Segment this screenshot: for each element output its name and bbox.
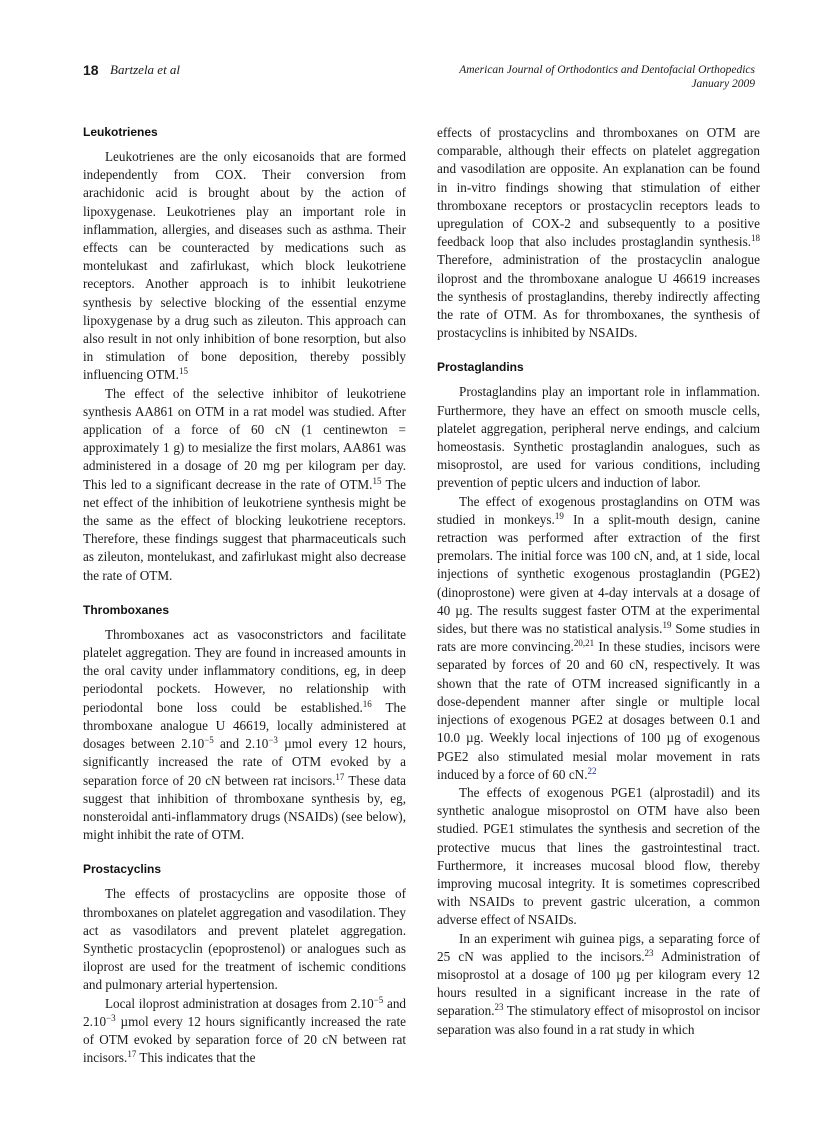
reference-citation[interactable]: 15 <box>178 366 188 377</box>
reference-citation[interactable]: 16 <box>362 698 372 709</box>
section-heading-prostacyclins: Prostacyclins <box>83 862 162 877</box>
paragraph: In an experiment wih guinea pigs, a separating force of 25 cN was applied to the incisors.$^{23}$ Administration of misoprostol at a dosage of 100 µg per kilogram every 12 hours resulted in a significant increase in the rate of separation.$^{23}$ The stimulatory effect of misoprostol on incisor separation was also found in a rat study in which <box>437 930 760 1037</box>
paragraph: The effects of exogenous PGE1 (alprostadil) and its synthetic analogue misoprostol on OTM have also been studied. PGE1 stimulates the synthesis and secretion of the protective mucus that lines the gastrointestinal tract. Furthermore, it increases mucosal blood flow, thereby improving mucosal integrity. It is sometimes coprescribed with NSAIDs to prevent gastric ulceration, a common adverse effect of NSAIDs. <box>437 784 760 928</box>
paragraph: The effect of the selective inhibitor of leukotriene synthesis AA861 on OTM in a rat model was studied. After application of a force of 60 cN (1 centinewton = approximately 1 g) to mesialize the first molars, AA861 was administered in a dosage of 20 mg per kilogram per day. This led to a significant decrease in the rate of OTM.$^{15}$ The net effect of the inhibition of leukotriene synthesis might be the same as the effect of blocking leukotriene receptors. Therefore, these findings suggest that pharmaceuticals such as zileuton, montelukast, and zafirlukast might also decrease the rate of OTM. <box>83 385 407 583</box>
paragraph: Prostaglandins play an important role in inflammation. Furthermore, they have an effect on smooth muscle cells, platelet aggregation, peripheral nerve endings, and calcium homeostasis. Synthetic prostaglandin analogues, such as misoprostol, are used for various conditions, including prevention of peptic ulcers and induction of labor. <box>437 384 760 491</box>
paragraph: The effect of exogenous prostaglandins on OTM was studied in monkeys.$^{19}$ In a split-mouth design, canine retraction was performed after extraction of the first premolars. The initial force was 100 cN, and, at 1 side, local injections of synthetic exogenous prostaglandin (PGE2) (dinoprostone) were given at 4-day intervals at a dosage of 40 µg. The results suggest faster OTM at the experimental sides, but there was no statistical analysis.$^{19}$ Some studies in rats are more convincing.$^{20,21}$ In these studies, incisors were separated by forces of 20 and 60 cN, respectively. It was shown that the rate of OTM increased significantly in a dose-dependent manner after single or multiple local injections of exogenous PGE2 at dosages between 0.1 and 10.0 µg. Weekly local injections of 100 µg of exogenous PGE2 also stimulated mesial molar movement in rats induced by a force of 60 cN.$^{22}$ <box>437 493 760 782</box>
exponent: −3 <box>268 735 278 746</box>
reference-citation[interactable]: 20,21 <box>573 638 595 649</box>
reference-citation[interactable]: 19 <box>662 620 672 631</box>
reference-citation[interactable]: 23 <box>644 947 654 958</box>
running-header <box>83 62 755 102</box>
paragraph: The effects of prostacyclins are opposite those of thromboxanes on platelet aggregation and vasodilation. They act as vasodilators and prevent platelet aggregation. Synthetic prostacyclin (epoprostenol) or analogues such as iloprost are used for the treatment of ischemic conditions and pulmonary arterial hypertension. <box>83 886 406 993</box>
paragraph-continued: effects of prostacyclins and thromboxanes on OTM are comparable, although their effects on platelet aggregation and vasodilation are opposite. An explanation can be found in in-vitro findings showing that stimulation of either thromboxane receptors or prostacyclin receptors leads to upregulation of COX-2 and subsequently to a positive feedback loop that also includes prostaglandin synthesis.$^{18}$ Therefore, administration of the prostacyclin analogue iloprost and the thromboxane analogue U 46619 increases the synthesis of prostaglandins, thereby indirectly affecting the rate of OTM. As for thromboxanes, the synthesis of prostacyclins is inhibited by NSAIDs. <box>437 125 760 341</box>
exponent: −3 <box>106 1012 116 1023</box>
reference-citation-link[interactable]: 22 <box>587 765 597 776</box>
reference-citation[interactable]: 19 <box>554 510 564 521</box>
reference-citation[interactable]: 18 <box>751 233 760 244</box>
issue-date: January 2009 <box>691 77 755 90</box>
journal-title: American Journal of Orthodontics and Dentofacial Orthopedics <box>459 64 755 76</box>
paragraph: Local iloprost administration at dosages from $2.10^{-5}$ and $2.10^{-3}$ µmol every 12 hours significantly increased the rate of OTM evoked by separation force of 20 cN between rat incisors.$^{17}$ This indicates that the <box>83 994 407 1066</box>
paragraph: Thromboxanes act as vasoconstrictors and facilitate platelet aggregation. They are found in increased amounts in the oral cavity under inflammatory conditions, eg, in deep periodontal pockets. However, no relationship with periodontal bone loss could be established.$^{16}$ The thromboxane analogue U 46619, locally administered at dosages between $2.10^{-5}$ and $2.10^{-3}$ µmol every 12 hours, significantly increased the rate of OTM evoked by a separation force of 20 cN between rat incisors.$^{17}$ These data suggest that inhibition of thromboxane synthesis by, eg, nonsteroidal anti-inflammatory drugs (NSAIDs) (see below), might inhibit the rate of OTM. <box>83 626 406 843</box>
section-heading-thromboxanes: Thromboxanes <box>83 602 170 617</box>
running-author: Bartzela et al <box>110 62 181 77</box>
reference-citation[interactable]: 15 <box>372 475 382 486</box>
page-number: 18 <box>83 62 99 78</box>
exponent: −5 <box>373 994 384 1005</box>
reference-citation[interactable]: 17 <box>335 771 345 782</box>
section-heading-leukotrienes: Leukotrienes <box>83 125 158 139</box>
paragraph: Leukotrienes are the only eicosanoids that are formed independently from COX. Their conversion from arachidonic acid is brought about by the action of lipoxygenase. Leukotrienes play an important role in inflammation, allergies, and diseases such as asthma. Their effects can be counteracted by medications such as montelukast and zafirlukast, which block leukotriene receptors. Another approach is to inhibit leukotriene synthesis by selective blocking of the essential enzyme lipoxygenase by a drug such as zileuton. This approach can also result in not only inhibition of bone resorption, but also in stimulation of bone deposition, thereby possibly influencing OTM.$^{15}$ <box>83 149 406 383</box>
left-column <box>83 124 406 1067</box>
right-column <box>437 124 760 1039</box>
reference-citation[interactable]: 23 <box>494 1002 504 1013</box>
reference-citation[interactable]: 17 <box>127 1049 137 1060</box>
exponent: −5 <box>204 735 214 746</box>
journal-info <box>459 64 755 91</box>
section-heading-prostaglandins: Prostaglandins <box>437 360 524 375</box>
